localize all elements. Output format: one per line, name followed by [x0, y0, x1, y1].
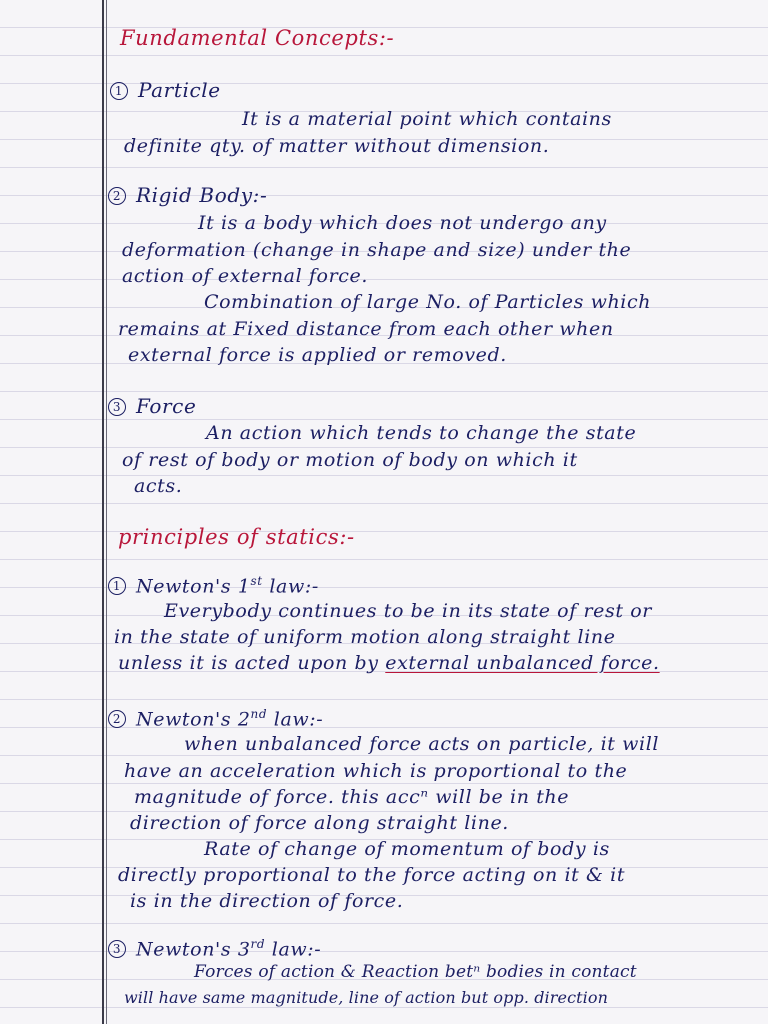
text-line: Everybody continues to be in its state of rest or	[164, 600, 652, 622]
section-number: 2	[108, 187, 126, 205]
text-line-with-emphasis: unless it is acted upon by external unbalanced force.	[118, 652, 660, 674]
text-line: Forces of action & Reaction betⁿ bodies in contact	[194, 962, 637, 982]
text-line: have an acceleration which is proportional to the	[124, 760, 628, 782]
text-line: It is a material point which contains	[242, 108, 612, 130]
text-line: will have same magnitude, line of action but opp. direction	[124, 988, 609, 1007]
text-line: directly proportional to the force acting on it & it	[118, 864, 626, 886]
text-line: action of external force.	[122, 265, 368, 287]
law-number: 2	[108, 710, 126, 728]
text-line: of rest of body or motion of body on which it	[122, 449, 578, 471]
text-line: acts.	[134, 475, 183, 497]
heading-text: Rigid Body:-	[136, 183, 268, 207]
section-heading-particle	[110, 80, 221, 100]
text-line: Combination of large No. of Particles which	[204, 291, 652, 313]
text-line: Rate of change of momentum of body is	[204, 838, 610, 860]
emphasis-external-unbalanced-force: external unbalanced force.	[385, 652, 660, 674]
principles-heading: principles of statics:-	[118, 525, 355, 549]
text-line: definite qty. of matter without dimension.	[124, 135, 550, 157]
text-line: is in the direction of force.	[130, 890, 404, 912]
law-number: 3	[108, 940, 126, 958]
section-number: 1	[110, 82, 128, 100]
text-line: An action which tends to change the state	[206, 422, 637, 444]
law-heading-second: 2 Newton's 2nd law:-	[108, 708, 323, 729]
text-line: It is a body which does not undergo any	[198, 212, 607, 234]
text-line: direction of force along straight line.	[130, 812, 509, 834]
section-heading-force	[108, 396, 196, 416]
text-line: when unbalanced force acts on particle, it will	[184, 733, 660, 755]
text-line: magnitude of force. this accⁿ will be in the	[134, 786, 570, 808]
heading-text: Particle	[138, 78, 221, 102]
section-heading-rigid-body	[108, 185, 267, 205]
text-line: deformation (change in shape and size) under the	[122, 239, 632, 261]
section-number: 3	[108, 398, 126, 416]
law-heading-third: 3 Newton's 3rd law:-	[108, 938, 321, 959]
text-line: remains at Fixed distance from each other when	[118, 318, 614, 340]
margin-line-inner	[106, 0, 107, 1024]
text-line: in the state of uniform motion along straight line	[114, 626, 616, 648]
page-title: Fundamental Concepts:-	[120, 26, 395, 50]
heading-text: Force	[136, 394, 197, 418]
margin-line	[102, 0, 104, 1024]
law-heading-first: 1 Newton's 1st law:-	[108, 575, 319, 596]
law-number: 1	[108, 577, 126, 595]
text-line: external force is applied or removed.	[128, 344, 507, 366]
